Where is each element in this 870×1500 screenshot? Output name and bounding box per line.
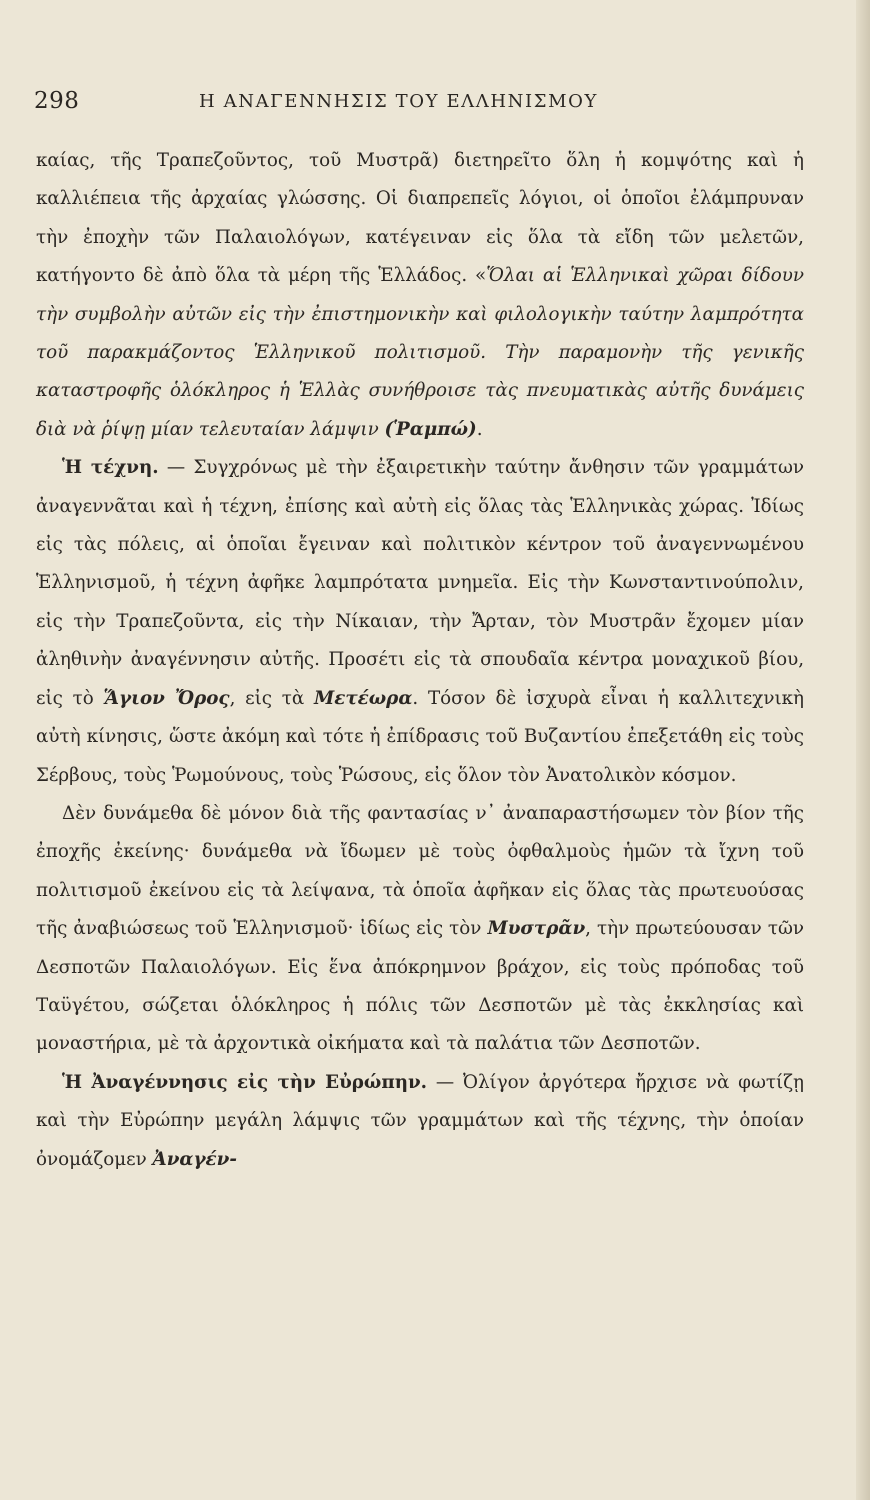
paragraph-art — [36, 449, 804, 795]
paragraph-art-text-2: , εἰς τὰ — [229, 687, 314, 709]
quote-author: (Ῥαμπώ) — [384, 418, 477, 440]
paragraph-art-text-1: — Συγχρόνως μὲ τὴν ἐξαιρετικὴν ταύτην ἄνθησιν τῶν γραμμάτων ἀναγεννᾶται καὶ ἡ τέχνη, ἐπίσης καὶ αὐτὴ εἰς ὅλας τὰς Ἑλληνικὰς χώρας. Ἰδίως εἰς τὰς πόλεις, αἱ ὁποῖαι ἔγειναν καὶ πολιτικὸν κέντρον τοῦ ἀναγεννωμένου Ἑλληνισμοῦ, ἡ τέχνη ἀφῆκε λαμπρότατα μνημεῖα. Εἰς τὴν Κωνσταντινούπολιν, εἰς τὴν Τραπεζοῦντα, εἰς τὴν Νίκαιαν, τὴν Ἄρταν, τὸν Μυστρᾶν ἔχομεν μίαν ἀληθινὴν ἀναγέννησιν αὐτῆς. Προσέτι εἰς τὰ σπουδαῖα κέντρα μοναχικοῦ βίου, εἰς τὸ — [36, 457, 804, 709]
place-mystras: Μυστρᾶν — [487, 918, 586, 940]
paragraph-1-text: καίας, τῆς Τραπεζοῦντος, τοῦ Μυστρᾶ) διετηρεῖτο ὅλη ἡ κομψότης καὶ ἡ καλλιέπεια τῆς ἀρχαίας γλώσσης. Οἱ διαπρεπεῖς λόγιοι, οἱ ὁποῖοι ἐλάμπρυναν τὴν ἐποχὴν τῶν Παλαιολόγων, κατέγειναν εἰς ὅλα τὰ εἴδη τῶν μελετῶν, κατήγοντο δὲ ἀπὸ ὅλα τὰ μέρη τῆς Ἑλλάδος. « — [36, 150, 804, 287]
place-agion-oros: Ἅγιον Ὄρος — [103, 687, 230, 709]
paragraph-mystras — [36, 795, 804, 1064]
page-number: 298 — [34, 88, 80, 114]
place-meteora: Μετέωρα — [314, 687, 413, 709]
paragraph-1 — [36, 142, 804, 449]
paragraph-1-end: . — [476, 418, 483, 440]
paragraph-mystras-text-1: Δὲν δυνάμεθα δὲ μόνον διὰ τῆς φαντασίας ν᾿ ἀναπαραστήσωμεν τὸν βίον τῆς ἐποχῆς ἐκείνης· δυνάμεθα νὰ ἴδωμεν μὲ τοὺς ὀφθαλμοὺς ἡμῶν τὰ ἴχνη τοῦ πολιτισμοῦ ἐκείνου εἰς τὰ λείψανα, τὰ ὁποῖα ἀφῆκαν εἰς ὅλας τὰς πρωτευούσας τῆς ἀναβιώσεως τοῦ Ἑλληνισμοῦ· ἰδίως εἰς τὸν — [36, 802, 804, 940]
paragraph-renaissance-text: — Ὀλίγον ἀργότερα ἤρχισε νὰ φωτίζῃ καὶ τὴν Εὐρώπην μεγάλη λάμψις τῶν γραμμάτων καὶ τῆς τέχνης, τὴν ὁποίαν ὀνομάζομεν — [36, 1071, 805, 1170]
term-anagennisis: Ἀναγέν- — [152, 1148, 237, 1170]
running-title: Η ΑΝΑΓΕΝΝΗΣΙΣ ΤΟΥ ΕΛΛΗΝΙΣΜΟΥ — [199, 91, 598, 112]
paragraph-renaissance-europe — [36, 1064, 804, 1179]
body-text — [36, 142, 804, 1179]
paragraph-mystras-text-2: , τὴν πρωτεύουσαν τῶν Δεσποτῶν Παλαιολόγων. Εἰς ἕνα ἀπόκρημνον βράχον, εἰς τοὺς πρόποδας τοῦ Ταϋγέτου, σώζεται ὁλόκληρος ἡ πόλις τῶν Δεσποτῶν μὲ τὰς ἐκκλησίας καὶ μοναστήρια, μὲ τὰ ἀρχοντικὰ οἰκήματα καὶ τὰ παλάτια τῶν Δεσποτῶν. — [36, 918, 805, 1055]
paragraph-art-text-3: . Τόσον δὲ ἰσχυρὰ εἶναι ἡ καλλιτεχνικὴ αὐτὴ κίνησις, ὥστε ἀκόμη καὶ τότε ἡ ἐπίδρασις τοῦ Βυζαντίου ἐπεξετάθη εἰς τοὺς Σέρβους, τοὺς Ῥωμούνους, τοὺς Ῥώσους, εἰς ὅλον τὸν Ἀνατολικὸν κόσμον. — [36, 687, 804, 786]
rambaud-quote: Ὅλαι αἱ Ἑλληνικαὶ χῶραι δίδουν τὴν συμβολὴν αὐτῶν εἰς τὴν ἐπιστημονικὴν καὶ φιλολογικὴν ταύτην λαμπρότητα τοῦ παρακμάζοντος Ἑλληνικοῦ πολιτισμοῦ. Τὴν παραμονὴν τῆς γενικῆς καταστροφῆς ὁλόκληρος ἡ Ἑλλὰς συνήθροισε τὰς πνευματικὰς αὐτῆς δυνάμεις διὰ νὰ ῥίψῃ μίαν τελευταίαν λάμψιν — [36, 265, 804, 440]
page-header — [34, 88, 834, 122]
section-heading-renaissance-europe: Ἡ Ἀναγέννησις εἰς τὴν Εὐρώπην. — [62, 1071, 428, 1093]
page-edge-shadow — [856, 0, 870, 1500]
section-heading-art: Ἡ τέχνη. — [62, 457, 159, 479]
